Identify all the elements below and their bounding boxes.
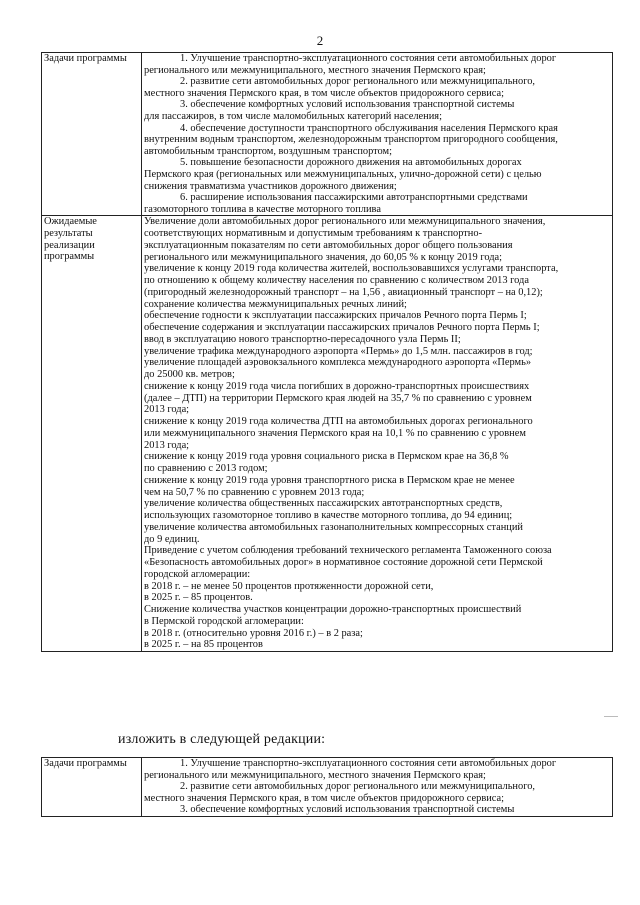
table-row-tasks [42,53,613,216]
tasks-content [142,758,613,817]
text-line: соответствующих нормативным и допустимым требованиям к транспортно- [144,228,483,240]
text-line: ввод в эксплуатацию нового транспортно-пересадочного узла Пермь II; [144,333,461,345]
text-line: снижения травматизма участников дорожного движения; [144,180,397,192]
table-row-tasks [42,758,613,817]
text-line: для пассажиров, в том числе маломобильных категорий населения; [144,110,442,122]
text-line: городской агломерации: [144,568,251,580]
text-line: по отношению к общему количеству населения по сравнению с количеством 2013 года [144,275,529,287]
text-line: использующих газомоторное топливо в качестве моторного топлива, до 94 единиц; [144,510,513,522]
program-table-new [41,757,613,817]
page-number: 2 [316,33,324,48]
text-line: Увеличение доли автомобильных дорог регионального или межмуниципального значения, [144,216,546,228]
text-line: увеличение количества общественных пассажирских автотранспортных средств, [144,498,503,510]
text-line: снижение к концу 2019 года числа погибших в дорожно-транспортных происшествиях [144,380,530,392]
text-line: «Безопасность автомобильных дорог» в нормативное состояние дорожной сети Пермской [144,557,543,569]
text-line: (пригородный железнодорожный транспорт – на 1,56 , авиационный транспорт – на 0,12); [144,286,543,298]
tasks-list [144,758,610,816]
text-line: увеличение к концу 2019 года количества жителей, воспользовавшихся услугами транспорта, [144,263,559,275]
results-list [144,216,610,651]
text-line: 2. развитие сети автомобильных дорог регионального или межмуниципального, [180,76,535,88]
results-content [142,216,613,652]
text-line: внутренним водным транспортом, железнодорожным транспортом пригородного сообщения, [144,134,558,146]
text-line: 2013 года; [144,404,190,416]
text-line: местного значения Пермского края, в том числе объектов придорожного сервиса; [144,792,505,804]
text-line: сохранение количества межмуниципальных речных линий; [144,298,407,310]
text-line: до 25000 кв. метров; [144,369,235,381]
text-line: чем на 50,7 % по сравнению с уровнем 2013 года; [144,486,365,498]
tasks-list [144,53,610,215]
text-line: регионального или межмуниципального, местного значения Пермского края; [144,769,486,781]
text-line: газомоторного топлива в качестве моторного топлива [144,203,381,215]
text-line: увеличение площадей аэровокзального комплекса международного аэропорта «Пермь» [144,357,532,369]
text-line: регионального или межмуниципального значения, до 60,05 % к концу 2019 года; [144,251,503,263]
scan-mark [604,716,618,717]
results-label: Ожидаемые результаты реализации программы [42,216,142,652]
text-line: местного значения Пермского края, в том числе объектов придорожного сервиса; [144,87,505,99]
text-line: Снижение количества участков концентрации дорожно-транспортных происшествий [144,604,522,616]
text-line: регионального или межмуниципального, местного значения Пермского края; [144,64,486,76]
section-heading: изложить в следующей редакции: [118,732,326,747]
text-line: (далее – ДТП) на территории Пермского края людей на 35,7 % по сравнению с уровнем [144,392,532,404]
text-line: в 2025 г. – 85 процентов. [144,592,253,604]
tasks-label: Задачи программы [42,758,142,817]
text-line: 3. обеспечение комфортных условий использования транспортной системы [180,804,515,816]
table-row-results [42,216,613,652]
text-line: 3. обеспечение комфортных условий использования транспортной системы [180,99,515,111]
text-line: снижение к концу 2019 года уровня транспортного риска в Пермском крае не менее [144,474,515,486]
text-line: увеличение трафика международного аэропорта «Пермь» до 1,5 млн. пассажиров в год; [144,345,533,357]
text-line: до 9 единиц. [144,533,200,545]
text-line: обеспечение годности к эксплуатации пассажирских причалов Речного порта Пермь I; [144,310,527,322]
text-line: в 2018 г. (относительно уровня 2016 г.) – в 2 раза; [144,627,363,639]
text-line: автомобильным транспортом, воздушным транспортом; [144,145,393,157]
tasks-label: Задачи программы [42,53,142,216]
text-line: увеличение количества автомобильных газонаполнительных компрессорных станций [144,521,523,533]
text-line: в 2025 г. – на 85 процентов [144,639,263,651]
text-line: 1. Улучшение транспортно-эксплуатационного состояния сети автомобильных дорог [180,758,557,769]
text-line: 2013 года; [144,439,190,451]
text-line: обеспечение содержания и эксплуатации пассажирских причалов Речного порта Пермь I; [144,322,540,334]
text-line: снижение к концу 2019 года количества ДТП на автомобильных дорогах регионального [144,416,533,428]
text-line: 4. обеспечение доступности транспортного обслуживания населения Пермского края [180,122,558,134]
text-line: в 2018 г. – не менее 50 процентов протяженности дорожной сети, [144,580,434,592]
text-line: Приведение с учетом соблюдения требований технического регламента Таможенного союза [144,545,552,557]
program-table-original [41,52,613,652]
text-line: 5. повышение безопасности дорожного движения на автомобильных дорогах [180,157,522,169]
text-line: 2. развитие сети автомобильных дорог регионального или межмуниципального, [180,781,535,793]
text-line: по сравнению с 2013 годом; [144,463,268,475]
text-line: снижение к концу 2019 года уровня социального риска в Пермском крае на 36,8 % [144,451,509,463]
tasks-content [142,53,613,216]
text-line: эксплуатационным показателям по сети автомобильных дорог общего пользования [144,239,513,251]
text-line: в Пермской городской агломерации: [144,615,304,627]
text-line: 1. Улучшение транспортно-эксплуатационного состояния сети автомобильных дорог [180,53,557,64]
text-line: или межмуниципального значения Пермского края на 10,1 % по сравнению с уровнем [144,427,526,439]
text-line: 6. расширение использования пассажирскими автотранспортными средствами [180,192,528,204]
text-line: Пермского края (региональных или межмуниципальных, улично-дорожной сети) с целью [144,168,542,180]
